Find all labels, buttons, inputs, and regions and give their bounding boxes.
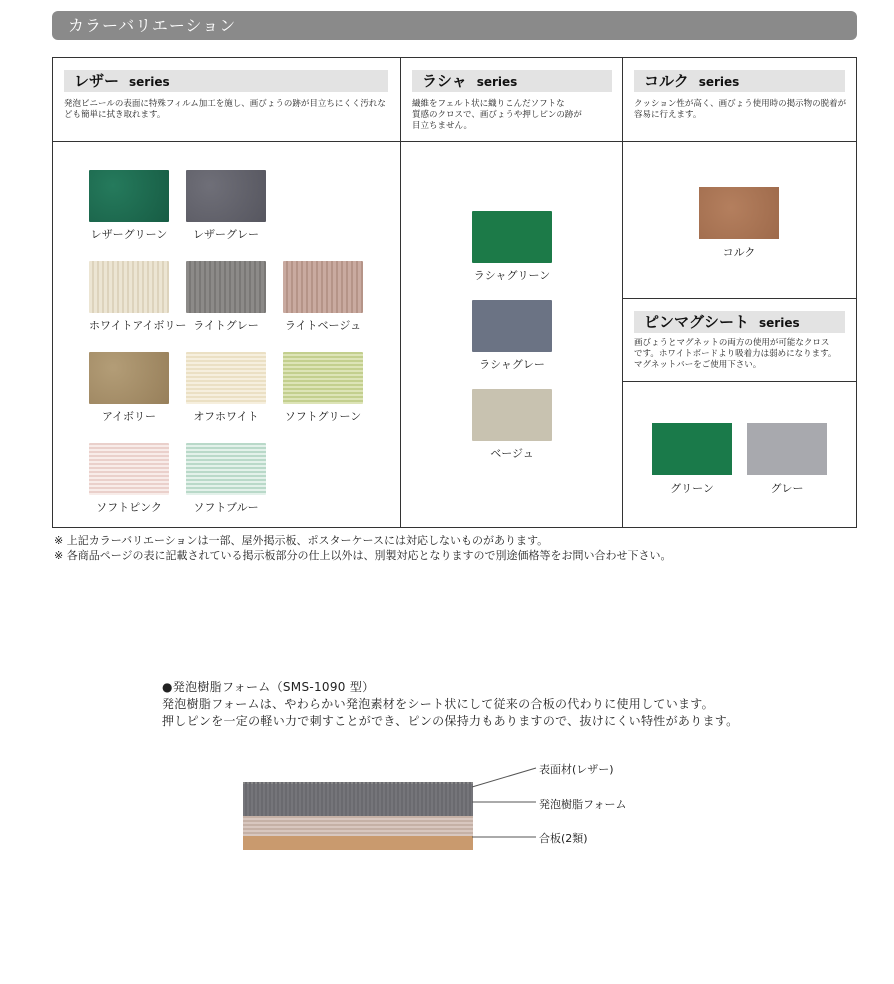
swatch-chip — [472, 211, 552, 263]
swatch-label: ホワイトアイボリー — [89, 319, 187, 332]
rasha-description — [412, 99, 617, 132]
column-divider — [622, 58, 623, 527]
swatch-soft-green[interactable] — [283, 352, 363, 424]
leather-desc-line: 発泡ビニールの表面に特殊フィルム加工を施し、画びょうの跡が目立ちにくく汚れな — [64, 99, 386, 109]
row-divider — [622, 298, 856, 299]
pinmag-desc-line: です。ホワイトボードより吸着力は弱めになります。 — [634, 349, 837, 359]
swatch-beige[interactable] — [472, 389, 552, 461]
foam-text-line: 発泡樹脂フォームは、やわらかい発泡素材をシート状にして従来の合板の代わりに使用しています。 — [162, 697, 714, 711]
rasha-desc-line: 目立ちません。 — [412, 121, 473, 131]
pinmag-name: ピンマグシート — [644, 313, 750, 331]
swatch-chip — [283, 261, 363, 313]
swatch-chip — [89, 352, 169, 404]
swatch-pinmag-grey[interactable] — [747, 423, 827, 496]
rasha-desc-line: 繊維をフェルト状に織りこんだソフトな — [412, 99, 565, 109]
swatch-label: コルク — [722, 246, 756, 259]
leather-desc-line: ども簡単に拭き取れます。 — [64, 110, 166, 120]
swatch-label: ラシャグリーン — [473, 269, 551, 282]
swatch-label: グレー — [770, 482, 804, 495]
foam-layer — [243, 816, 473, 836]
swatch-chip — [186, 170, 266, 222]
swatch-label: ソフトピンク — [96, 501, 162, 514]
rasha-series-heading — [412, 70, 612, 92]
pinmag-desc-line: マグネットバーをご使用下さい。 — [634, 360, 762, 370]
swatch-chip — [283, 352, 363, 404]
swatch-chip — [89, 170, 169, 222]
swatch-chip — [472, 389, 552, 441]
swatch-label: ライトベージュ — [284, 319, 362, 332]
cork-series-heading — [634, 70, 845, 92]
swatch-label: オフホワイト — [193, 410, 259, 423]
swatch-chip — [186, 443, 266, 495]
swatch-chip — [186, 261, 266, 313]
swatch-chip — [89, 261, 169, 313]
foam-description — [162, 679, 738, 730]
pinmag-description — [634, 338, 854, 371]
swatch-soft-pink[interactable] — [89, 443, 169, 515]
swatch-rasha-grey[interactable] — [472, 300, 552, 372]
surface-layer — [243, 782, 473, 818]
pinmag-desc-line: 画びょうとマグネットの両方の使用が可能なクロス — [634, 338, 830, 348]
cork-name: コルク — [644, 72, 689, 90]
foam-text-line: 押しピンを一定の軽い力で刺すことができ、ピンの保持力もありますので、抜けにくい特性があります。 — [162, 714, 739, 728]
swatch-leather-green[interactable] — [89, 170, 169, 242]
swatch-label: ライトグレー — [193, 319, 259, 332]
rasha-series-word: series — [476, 75, 518, 89]
swatch-rasha-green[interactable] — [472, 211, 552, 283]
swatch-leather-grey[interactable] — [186, 170, 266, 242]
leather-description — [64, 99, 394, 121]
layer-label-foam: 発泡樹脂フォーム — [539, 798, 627, 811]
swatch-white-ivory[interactable] — [89, 261, 187, 333]
swatch-label: ソフトブルー — [193, 501, 259, 514]
swatch-light-grey[interactable] — [186, 261, 266, 333]
cork-description — [634, 99, 854, 121]
plywood-layer — [243, 836, 473, 850]
footnotes — [54, 533, 672, 563]
swatch-chip — [472, 300, 552, 352]
swatch-chip — [652, 423, 732, 475]
layer-label-surface: 表面材(レザー) — [539, 763, 614, 776]
rasha-desc-line: 質感のクロスで、画びょうや押しピンの跡が — [412, 110, 582, 120]
swatch-chip — [89, 443, 169, 495]
swatch-label: ラシャグレー — [479, 358, 545, 371]
cork-desc-line: 容易に行えます。 — [634, 110, 702, 120]
swatch-label: アイボリー — [101, 410, 156, 423]
row-divider — [53, 141, 856, 142]
pinmag-series-heading — [634, 311, 845, 333]
callout-lines — [470, 765, 540, 845]
swatch-label: レザーグレー — [193, 228, 259, 241]
swatch-label: レザーグリーン — [90, 228, 168, 241]
footnote: ※ 上記カラーバリエーションは一部、屋外掲示板、ポスターケースには対応しないものがあります。 — [54, 534, 549, 547]
layer-diagram — [243, 782, 473, 852]
swatch-pinmag-green[interactable] — [652, 423, 732, 496]
swatch-cork[interactable] — [699, 187, 779, 260]
foam-title: ●発泡樹脂フォーム（SMS-1090 型） — [162, 680, 375, 694]
swatch-chip — [186, 352, 266, 404]
cork-series-word: series — [698, 75, 740, 89]
cork-desc-line: クッション性が高く、画びょう使用時の掲示物の脱着が — [634, 99, 847, 109]
footnote: ※ 各商品ページの表に記載されている掲示板部分の仕上以外は、別製対応となりますので別途価格等をお問い合わせ下さい。 — [54, 549, 672, 562]
swatch-chip — [699, 187, 779, 239]
swatch-chip — [747, 423, 827, 475]
swatch-label: ベージュ — [490, 447, 534, 460]
swatch-ivory[interactable] — [89, 352, 169, 424]
section-title: カラーバリエーション — [52, 11, 857, 40]
swatch-light-beige[interactable] — [283, 261, 363, 333]
layer-label-plywood: 合板(2類) — [539, 832, 588, 845]
swatch-soft-blue[interactable] — [186, 443, 266, 515]
column-divider — [400, 58, 401, 527]
leather-series-heading — [64, 70, 388, 92]
leather-series-word: series — [129, 75, 170, 89]
swatch-label: グリーン — [670, 482, 714, 495]
swatch-off-white[interactable] — [186, 352, 266, 424]
rasha-name: ラシャ — [422, 72, 467, 90]
color-variation-table — [52, 57, 857, 528]
pinmag-series-word: series — [759, 316, 800, 330]
row-divider — [622, 381, 856, 382]
leather-name: レザー — [74, 72, 120, 90]
swatch-label: ソフトグリーン — [284, 410, 362, 423]
